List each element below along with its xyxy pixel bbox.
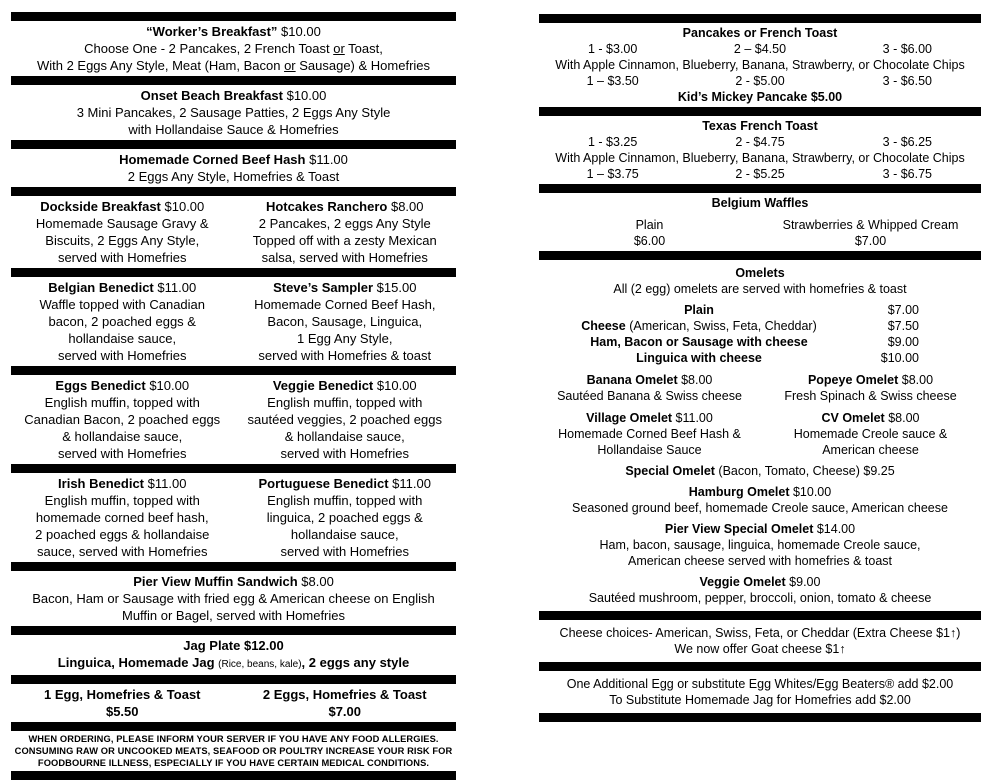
menu-line: Homemade Corned Beef Hash, — [254, 297, 436, 312]
bold-text: Plain — [684, 303, 714, 317]
bold-text: 1 Egg, Homefries & Toast — [43, 687, 201, 702]
menu-line: $7.00 — [854, 234, 887, 248]
item-price: $9.00 — [887, 335, 919, 349]
price-list-row — [539, 350, 919, 366]
divider-bar — [11, 562, 456, 571]
menu-line — [11, 654, 456, 673]
menu-line: English muffin, topped with — [267, 395, 423, 410]
pancakes-flavors — [539, 57, 981, 73]
hamburg-omelet — [539, 484, 981, 516]
menu-line: Hollandaise Sauce — [597, 443, 702, 457]
price-option: 1 - $3.25 — [587, 135, 638, 149]
menu-left-column — [11, 0, 456, 782]
divider-bar — [539, 713, 981, 722]
divider-bar — [11, 771, 456, 780]
cheese-choices — [539, 625, 981, 657]
menu-line: Muffin or Bagel, served with Homefries — [121, 608, 346, 623]
item-label — [539, 302, 859, 318]
menu-line: served with Homefries — [57, 348, 187, 363]
menu-line: Portuguese Benedict $11.00 — [258, 476, 431, 491]
bold-text: Pier View Muffin Sandwich — [133, 574, 298, 589]
menu-line: Veggie Benedict $10.00 — [272, 378, 417, 393]
bold-text: Eggs Benedict — [55, 378, 146, 393]
menu-line: Bacon, Ham or Sausage with fried egg & American cheese on English — [32, 591, 435, 606]
divider-bar — [11, 76, 456, 85]
menu-line: FOODBOURNE ILLNESS, ESPECIALLY IF YOU HAVE CERTAIN MEDICAL CONDITIONS. — [37, 758, 430, 768]
menu-item — [760, 372, 981, 404]
bold-text: Steve’s Sampler — [273, 280, 374, 295]
menu-line — [11, 703, 234, 720]
menu-line: 2 poached eggs & hollandaise — [35, 527, 210, 542]
bold-text: ↑ — [839, 642, 846, 656]
menu-item — [11, 377, 234, 462]
menu-line: linguica, 2 poached eggs & — [266, 510, 423, 525]
price-option: 3 - $6.25 — [882, 135, 932, 149]
divider-bar — [11, 140, 456, 149]
menu-item — [234, 686, 457, 720]
menu-line: Belgian Benedict $11.00 — [48, 280, 197, 295]
dockside-breakfast-hotcakes-ranchero — [11, 198, 456, 266]
menu-item — [760, 217, 981, 249]
menu-line: Topped off with a zesty Mexican — [252, 233, 437, 248]
underlined-text: or — [333, 41, 345, 56]
omelet-price-list — [539, 302, 981, 366]
menu-line: To Substitute Homemade Jag for Homefries add $2.00 — [609, 693, 911, 707]
menu-line: with Hollandaise Sauce & Homefries — [128, 122, 339, 137]
menu-line: served with Homefries — [280, 446, 410, 461]
menu-line: salsa, served with Homefries — [261, 250, 428, 265]
item-label: Cheese (American, Swiss, Feta, Cheddar) — [581, 319, 817, 333]
menu-line — [234, 686, 457, 703]
menu-line: Biscuits, 2 Eggs Any Style, — [45, 233, 200, 248]
menu-line: Waffle topped with Canadian — [39, 297, 205, 312]
menu-line — [539, 195, 981, 211]
menu-item — [539, 410, 760, 458]
bold-text: , 2 eggs any style — [301, 655, 410, 670]
menu-item — [539, 217, 760, 249]
menu-line: Cheese choices- American, Swiss, Feta, or Cheddar (Extra Cheese $1↑) — [559, 626, 961, 640]
menu-line: & hollandaise sauce, — [284, 429, 405, 444]
menu-line: served with Homefries — [280, 544, 410, 559]
bold-text: Belgian Benedict — [48, 280, 154, 295]
menu-line: Hotcakes Ranchero $8.00 — [265, 199, 424, 214]
menu-line — [539, 265, 981, 281]
menu-line: Ham, bacon, sausage, linguica, homemade Creole sauce, — [599, 538, 921, 552]
menu-line: Village Omelet $11.00 — [586, 411, 713, 425]
menu-line: Dockside Breakfast $10.00 — [40, 199, 205, 214]
price-option: 2 - $4.75 — [735, 135, 785, 149]
pier-view-special-omelet — [539, 521, 981, 569]
menu-line: homemade corned beef hash, — [35, 510, 209, 525]
bold-text: Hotcakes Ranchero — [265, 199, 388, 214]
menu-item — [234, 279, 457, 364]
divider-bar — [539, 107, 981, 116]
menu-line — [11, 637, 456, 654]
menu-line — [539, 25, 981, 41]
menu-line: With Apple Cinnamon, Blueberry, Banana, Strawberry, or Chocolate Chips — [555, 58, 965, 72]
price-option: 3 - $6.75 — [882, 167, 932, 181]
bold-text: Pancakes or French Toast — [682, 26, 838, 40]
bold-text: Portuguese Benedict — [258, 476, 389, 491]
texas-flavors — [539, 150, 981, 166]
bold-text: Veggie Benedict — [272, 378, 374, 393]
menu-line: hollandaise sauce, — [290, 527, 399, 542]
bold-text: Ham, Bacon or Sausage with cheese — [590, 335, 808, 349]
bold-text: CV Omelet — [821, 411, 885, 425]
menu-line: American cheese served with homefries & toast — [627, 554, 892, 568]
menu-item — [11, 279, 234, 364]
divider-bar — [539, 14, 981, 23]
menu-line: Steve’s Sampler $15.00 — [273, 280, 417, 295]
menu-line: Homemade Creole sauce & — [793, 427, 948, 441]
item-price: $7.50 — [887, 319, 919, 333]
menu-line: Seasoned ground beef, homemade Creole sauce, American cheese — [572, 501, 948, 515]
menu-line: English muffin, topped with — [267, 493, 423, 508]
menu-line — [539, 118, 981, 134]
menu-item — [234, 198, 457, 266]
menu-line: Special Omelet (Bacon, Tomato, Cheese) $9.25 — [625, 464, 895, 478]
menu-line: Irish Benedict $11.00 — [58, 476, 187, 491]
menu-line: Canadian Bacon, 2 poached eggs — [24, 412, 221, 427]
menu-line: Pier View Muffin Sandwich $8.00 — [133, 574, 334, 589]
bold-text: Cheese — [581, 319, 626, 333]
divider-bar — [11, 722, 456, 731]
menu-line: served with Homefries — [57, 446, 187, 461]
divider-bar — [11, 268, 456, 277]
menu-line: WHEN ORDERING, PLEASE INFORM YOUR SERVER IF YOU HAVE ANY FOOD ALLERGIES. — [28, 734, 439, 744]
homemade-corned-beef-hash — [11, 151, 456, 185]
bold-text: $5.50 — [105, 704, 139, 719]
village-cv-omelets — [539, 410, 981, 458]
menu-line: Pier View Special Omelet $14.00 — [664, 522, 856, 536]
menu-line: English muffin, topped with — [44, 493, 200, 508]
price-option: 1 – $3.50 — [586, 74, 639, 88]
menu-item — [11, 198, 234, 266]
price-option: 3 - $6.50 — [882, 74, 932, 88]
texas-french-toast-title — [539, 118, 981, 134]
menu-item — [11, 475, 234, 560]
price-list-row — [539, 318, 919, 334]
workers-breakfast — [11, 23, 456, 74]
menu-line: & hollandaise sauce, — [62, 429, 183, 444]
menu-line: Eggs Benedict $10.00 — [55, 378, 190, 393]
price-option: 2 – $4.50 — [733, 42, 787, 56]
divider-bar — [11, 12, 456, 21]
menu-line — [539, 89, 981, 105]
menu-line: Homemade Corned Beef Hash & — [558, 427, 741, 441]
bold-text: Popeye Omelet — [807, 373, 899, 387]
kids-mickey-pancake — [539, 89, 981, 105]
menu-line: Popeye Omelet $8.00 — [807, 373, 934, 387]
menu-item — [11, 686, 234, 720]
menu-line: hollandaise sauce, — [68, 331, 177, 346]
menu-item — [760, 410, 981, 458]
divider-bar — [11, 187, 456, 196]
allergy-notice — [11, 733, 456, 769]
menu-line: 2 Pancakes, 2 eggs Any Style — [258, 216, 431, 231]
bold-text: “Worker’s Breakfast” — [146, 24, 278, 39]
underlined-text: or — [284, 58, 296, 73]
price-option: 2 - $5.25 — [735, 167, 785, 181]
pancakes-flavored-prices — [539, 73, 981, 89]
bold-text: Belgium Waffles — [711, 196, 809, 210]
jag-plate — [11, 637, 456, 673]
divider-bar — [11, 675, 456, 684]
menu-line: Fresh Spinach & Swiss cheese — [784, 389, 957, 403]
belgian-benedict-steves-sampler — [11, 279, 456, 364]
menu-line: American cheese — [822, 443, 919, 457]
omelets-header — [539, 265, 981, 297]
menu-line: Homemade Sausage Gravy & — [35, 216, 209, 231]
pancakes-plain-prices — [539, 41, 981, 57]
menu-line: sautéed veggies, 2 poached eggs — [247, 412, 442, 427]
bold-text: Homemade Corned Beef Hash — [119, 152, 306, 167]
menu-line: CONSUMING RAW OR UNCOOKED MEATS, SEAFOOD OR POULTRY INCREASE YOUR RISK FOR — [14, 746, 453, 756]
bold-text: 2 Eggs, Homefries & Toast — [262, 687, 427, 702]
banana-popeye-omelets — [539, 372, 981, 404]
divider-bar — [539, 611, 981, 620]
menu-line: One Additional Egg or substitute Egg Whites/Egg Beaters® add $2.00 — [566, 677, 954, 691]
divider-bar — [11, 464, 456, 473]
price-option: 1 – $3.75 — [586, 167, 639, 181]
bold-text: Dockside Breakfast — [40, 199, 161, 214]
belgium-waffles-options — [539, 217, 981, 249]
price-option: 1 - $3.00 — [587, 42, 638, 56]
price-option: 3 - $6.00 — [882, 42, 932, 56]
menu-item — [539, 372, 760, 404]
menu-line: Homemade Corned Beef Hash $11.00 — [119, 152, 348, 167]
menu-line: served with Homefries & toast — [258, 348, 432, 363]
texas-flavored-prices — [539, 166, 981, 182]
bold-text: Banana Omelet — [586, 373, 678, 387]
menu-right-column — [539, 0, 981, 724]
menu-line: 2 Eggs Any Style, Homefries & Toast — [127, 169, 340, 184]
menu-line: $6.00 — [633, 234, 666, 248]
menu-line: With 2 Eggs Any Style, Meat (Ham, Bacon or Sausage) & Homefries — [36, 58, 431, 73]
menu-line: served with Homefries — [57, 250, 187, 265]
divider-bar — [539, 251, 981, 260]
bold-text: $7.00 — [328, 704, 362, 719]
menu-line: 1 Egg Any Style, — [297, 331, 393, 346]
bold-text: Village Omelet — [586, 411, 673, 425]
menu-line: All (2 egg) omelets are served with homefries & toast — [613, 282, 907, 296]
menu-line: English muffin, topped with — [44, 395, 200, 410]
bold-text: Veggie Omelet — [699, 575, 786, 589]
bold-text: Linguica with cheese — [636, 351, 762, 365]
divider-bar — [539, 184, 981, 193]
menu-line: Plain — [635, 218, 664, 232]
menu-line — [11, 686, 234, 703]
bold-text: ↑ — [950, 626, 957, 640]
bold-text: Linguica, Homemade Jag — [57, 655, 219, 670]
menu-line: 3 Mini Pancakes, 2 Sausage Patties, 2 Eggs Any Style — [76, 105, 391, 120]
egg-plates — [11, 686, 456, 720]
divider-bar — [11, 626, 456, 635]
item-label — [539, 334, 859, 350]
pancakes-or-french-toast-title — [539, 25, 981, 41]
veggie-omelet — [539, 574, 981, 606]
irish-benedict-portuguese-benedict — [11, 475, 456, 560]
menu-line: sauce, served with Homefries — [36, 544, 208, 559]
menu-line: With Apple Cinnamon, Blueberry, Banana, Strawberry, or Chocolate Chips — [555, 151, 965, 165]
divider-bar — [11, 366, 456, 375]
menu-item — [234, 475, 457, 560]
bold-text: Hamburg Omelet — [688, 485, 790, 499]
menu-line: Veggie Omelet $9.00 — [699, 575, 821, 589]
bold-text: Omelets — [735, 266, 785, 280]
bold-text: Irish Benedict — [58, 476, 145, 491]
divider-bar — [539, 662, 981, 671]
menu-line: Sautéed mushroom, pepper, broccoli, onion, tomato & cheese — [588, 591, 932, 605]
menu-line: We now offer Goat cheese $1↑ — [674, 642, 846, 656]
special-omelet — [539, 463, 981, 479]
menu-line: CV Omelet $8.00 — [821, 411, 920, 425]
menu-item — [234, 377, 457, 462]
egg-substitutions — [539, 676, 981, 708]
menu-line: Choose One - 2 Pancakes, 2 French Toast or Toast, — [84, 41, 383, 56]
menu-line: Bacon, Sausage, Linguica, — [267, 314, 423, 329]
item-price: $10.00 — [880, 351, 919, 365]
menu-line: Onset Beach Breakfast $10.00 — [140, 88, 327, 103]
bold-text: Kid’s Mickey Pancake $5.00 — [677, 90, 843, 104]
eggs-benedict-veggie-benedict — [11, 377, 456, 462]
bold-text: Texas French Toast — [702, 119, 818, 133]
price-list-row — [539, 334, 919, 350]
menu-line: Sautéed Banana & Swiss cheese — [557, 389, 742, 403]
menu-line: bacon, 2 poached eggs & — [48, 314, 196, 329]
menu-line: Hamburg Omelet $10.00 — [688, 485, 832, 499]
menu-line — [234, 703, 457, 720]
menu-line: Strawberries & Whipped Cream — [782, 218, 959, 232]
item-price: $7.00 — [887, 303, 919, 317]
price-list-row — [539, 302, 919, 318]
menu-line: Banana Omelet $8.00 — [586, 373, 713, 387]
price-option: 2 - $5.00 — [735, 74, 785, 88]
bold-text: Pier View Special Omelet — [664, 522, 814, 536]
pier-view-muffin-sandwich — [11, 573, 456, 624]
item-label — [539, 350, 859, 366]
bold-text: Special Omelet — [625, 464, 715, 478]
bold-text: Jag Plate $12.00 — [183, 638, 284, 653]
menu-line: “Worker’s Breakfast” $10.00 — [146, 24, 321, 39]
onset-beach-breakfast — [11, 87, 456, 138]
small-text: (Rice, beans, kale) — [218, 659, 302, 670]
bold-text: Onset Beach Breakfast — [140, 88, 283, 103]
belgium-waffles-title — [539, 195, 981, 211]
texas-plain-prices — [539, 134, 981, 150]
